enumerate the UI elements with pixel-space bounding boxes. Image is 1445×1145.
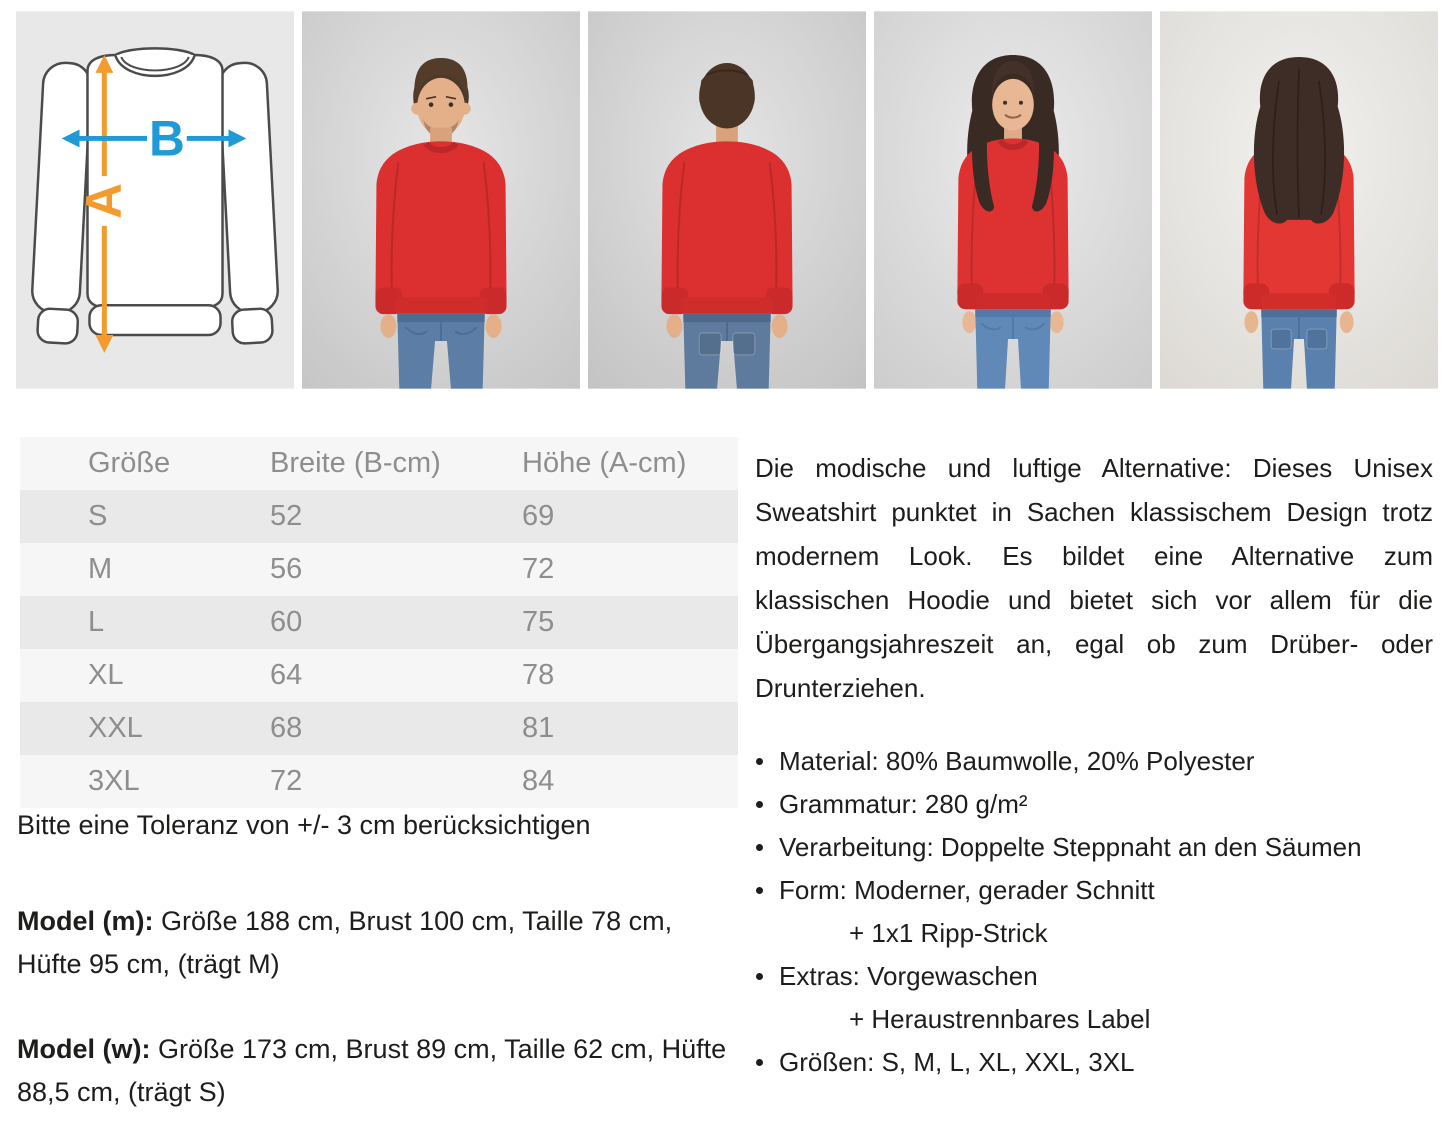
model-w-label: Model (w): bbox=[17, 1034, 151, 1064]
label-a: A bbox=[76, 183, 133, 219]
table-row bbox=[20, 649, 738, 702]
man-back-photo bbox=[588, 10, 866, 390]
table-row bbox=[20, 755, 738, 808]
model-w-info bbox=[17, 1028, 727, 1114]
cell-height: 69 bbox=[522, 500, 555, 532]
model-m-text: Größe 188 cm, Brust 100 cm, Taille 78 cm, Hüfte 95 cm, (trägt M) bbox=[17, 906, 673, 979]
cell-width: 52 bbox=[270, 500, 303, 532]
feature-form-extra: + 1x1 Ripp-Strick bbox=[849, 918, 1048, 948]
feature-material: Material: 80% Baumwolle, 20% Polyester bbox=[753, 740, 1437, 783]
cell-size: M bbox=[88, 553, 113, 585]
bullet-icon bbox=[753, 869, 779, 912]
cell-width: 60 bbox=[270, 606, 303, 638]
cell-height: 78 bbox=[522, 659, 555, 691]
woman-back-photo bbox=[1160, 10, 1438, 390]
photo-man-back bbox=[588, 10, 866, 390]
feature-groessen: Größen: S, M, L, XL, XXL, 3XL bbox=[753, 1041, 1437, 1084]
bullet-icon bbox=[753, 955, 779, 998]
col-header-breite: Breite (B-cm) bbox=[270, 447, 441, 479]
photo-woman-front bbox=[874, 10, 1152, 390]
cell-size: XL bbox=[88, 659, 124, 691]
feature-grammatur: Grammatur: 280 g/m² bbox=[753, 783, 1437, 826]
col-header-groesse: Größe bbox=[88, 447, 171, 479]
bullet-icon bbox=[753, 783, 779, 826]
cell-width: 68 bbox=[270, 712, 303, 744]
bullet-icon bbox=[753, 826, 779, 869]
photo-woman-back bbox=[1160, 10, 1438, 390]
tolerance-note: Bitte eine Toleranz von +/- 3 cm berücksichtigen bbox=[17, 810, 591, 840]
feature-verarbeitung: Verarbeitung: Doppelte Steppnaht an den Säumen bbox=[753, 826, 1437, 869]
model-m-info bbox=[17, 900, 727, 986]
cell-width: 72 bbox=[270, 765, 303, 797]
col-header-hoehe: Höhe (A-cm) bbox=[522, 447, 687, 479]
cell-size: XXL bbox=[88, 712, 143, 744]
table-row bbox=[20, 490, 738, 543]
cell-height: 81 bbox=[522, 712, 555, 744]
model-w-text: Größe 173 cm, Brust 89 cm, Taille 62 cm, Hüfte 88,5 cm, (trägt S) bbox=[17, 1034, 727, 1107]
sweatshirt-measure-diagram bbox=[16, 10, 294, 390]
model-m-label: Model (m): bbox=[17, 906, 154, 936]
size-table-header-row bbox=[20, 437, 738, 490]
feature-extras-extra: + Heraustrennbares Label bbox=[849, 1004, 1151, 1034]
size-diagram-panel bbox=[16, 10, 294, 390]
feature-form: Form: Moderner, gerader Schnitt bbox=[753, 869, 1437, 912]
size-table bbox=[20, 437, 738, 808]
product-image-row bbox=[16, 10, 1438, 390]
cell-size: S bbox=[88, 500, 108, 532]
feature-list bbox=[753, 740, 1437, 1084]
product-description: Die modische und luftige Alternative: Dieses Unisex Sweatshirt punktet in Sachen klassischem Design trotz modernem Look. Es bildet eine Alternative zum klassischen Hoodie und bietet sich vor allem für die Übergangsjahreszeit an, egal ob zum Drüber- oder Drunterziehen. bbox=[755, 453, 1433, 703]
cell-size: 3XL bbox=[88, 765, 140, 797]
cell-height: 75 bbox=[522, 606, 555, 638]
cell-height: 72 bbox=[522, 553, 555, 585]
cell-width: 64 bbox=[270, 659, 303, 691]
table-row bbox=[20, 596, 738, 649]
woman-front-photo bbox=[874, 10, 1152, 390]
table-row bbox=[20, 543, 738, 596]
bullet-icon bbox=[753, 740, 779, 783]
label-b: B bbox=[148, 110, 185, 167]
cell-height: 84 bbox=[522, 765, 555, 797]
cell-width: 56 bbox=[270, 553, 303, 585]
feature-extras: Extras: Vorgewaschen bbox=[753, 955, 1437, 998]
photo-man-front bbox=[302, 10, 580, 390]
bullet-icon bbox=[753, 1041, 779, 1084]
cell-size: L bbox=[88, 606, 105, 638]
man-front-photo bbox=[302, 10, 580, 390]
table-row bbox=[20, 702, 738, 755]
